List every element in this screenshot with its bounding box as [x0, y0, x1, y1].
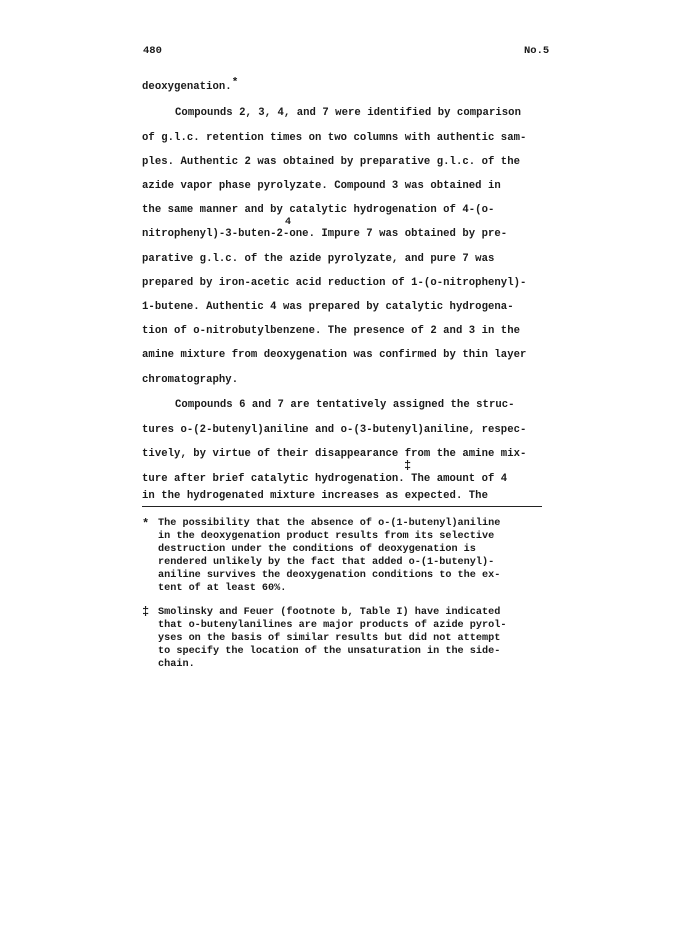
body-line: chromatography. — [142, 374, 239, 386]
footnote-line: yses on the basis of similar results but did not attempt — [158, 633, 501, 644]
footnote-divider — [142, 506, 542, 507]
body-line: 1-butene. Authentic 4 was prepared by catalytic hydrogena- — [142, 301, 514, 313]
body-line: the same manner and by catalytic hydrogenation of 4-(o- — [142, 204, 495, 216]
body-line: of g.l.c. retention times on two columns with authentic sam- — [142, 132, 527, 144]
footnote-line: Smolinsky and Feuer (footnote b, Table I) have indicated — [158, 607, 501, 618]
body-line: prepared by iron-acetic acid reduction of 1-(o-nitrophenyl)- — [142, 277, 527, 289]
body-line: ture after brief catalytic hydrogenation. The amount of 4 — [142, 473, 508, 485]
body-line: deoxygenation.* — [142, 77, 239, 93]
footnote-line: tent of at least 60%. — [158, 583, 287, 594]
footnote-line: aniline survives the deoxygenation conditions to the ex- — [158, 570, 501, 581]
body-line: amine mixture from deoxygenation was confirmed by thin layer — [142, 349, 527, 361]
footnote-line: in the deoxygenation product results from its selective — [158, 531, 495, 542]
body-line: nitrophenyl)-3-buten-2-one. Impure 7 was obtained by pre- — [142, 228, 508, 240]
body-line: tures o-(2-butenyl)aniline and o-(3-butenyl)aniline, respec- — [142, 424, 527, 436]
body-line: in the hydrogenated mixture increases as expected. The — [142, 490, 488, 502]
body-line: Compounds 6 and 7 are tentatively assigned the struc- — [175, 399, 515, 411]
footnote-line: rendered unlikely by the fact that added o-(1-butenyl)- — [158, 557, 495, 568]
footnote-symbol: ‡ — [142, 605, 150, 619]
star-footnote-mark: * — [231, 77, 239, 89]
issue-number: No.5 — [524, 45, 550, 57]
reference-superscript: 4 — [285, 217, 292, 228]
footnote-line: destruction under the conditions of deoxygenation is — [158, 544, 476, 555]
footnote-line: The possibility that the absence of o-(1-butenyl)aniline — [158, 518, 501, 529]
footnote-line: chain. — [158, 659, 195, 670]
double-dagger-footnote-mark: ‡ — [404, 459, 412, 473]
footnote-symbol: * — [142, 517, 150, 531]
page-number: 480 — [143, 45, 162, 57]
body-line: azide vapor phase pyrolyzate. Compound 3 was obtained in — [142, 180, 501, 192]
body-line: ples. Authentic 2 was obtained by preparative g.l.c. of the — [142, 156, 521, 168]
body-line: Compounds 2, 3, 4, and 7 were identified by comparison — [175, 107, 521, 119]
body-line: tion of o-nitrobutylbenzene. The presence of 2 and 3 in the — [142, 325, 521, 337]
body-line: tively, by virtue of their disappearance from the amine mix- — [142, 448, 527, 460]
body-line: parative g.l.c. of the azide pyrolyzate, and pure 7 was — [142, 253, 495, 265]
footnote-line: that o-butenylanilines are major products of azide pyrol- — [158, 620, 507, 631]
footnote-line: to specify the location of the unsaturation in the side- — [158, 646, 501, 657]
